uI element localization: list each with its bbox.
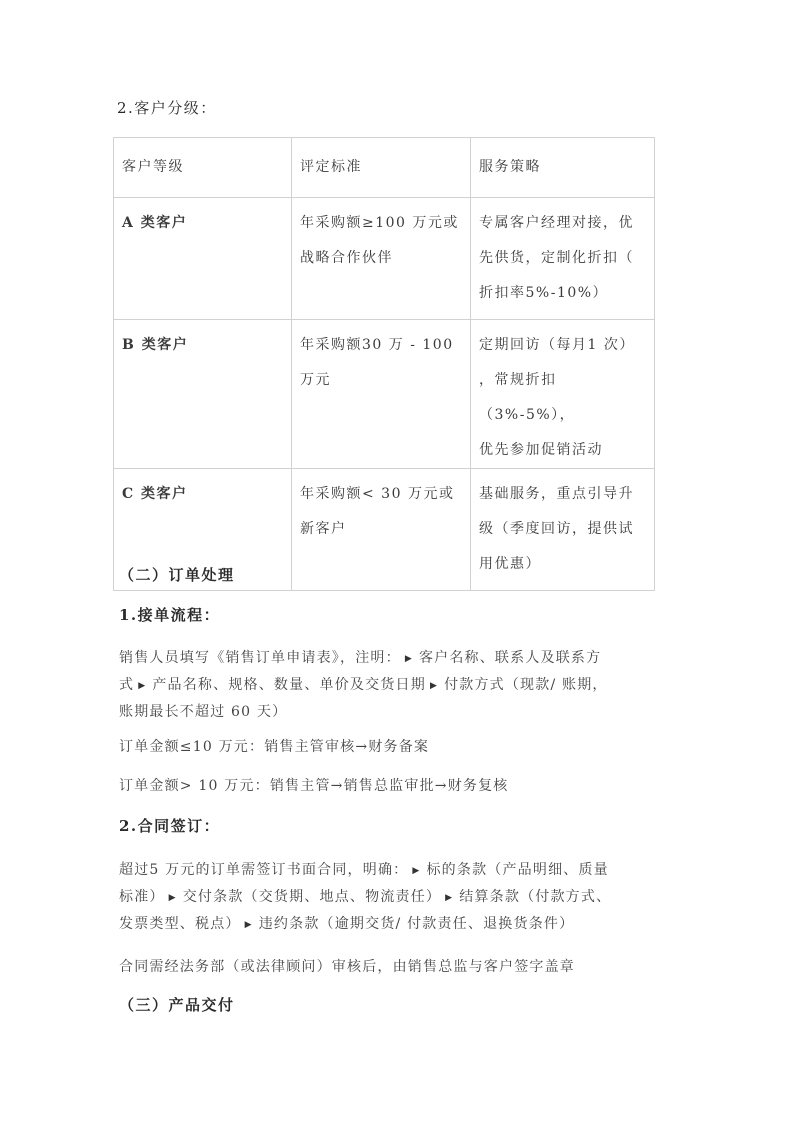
subsection-title-order-flow: 1.接单流程： bbox=[119, 606, 221, 624]
table-row bbox=[114, 198, 655, 320]
section-title-order-processing: （二）订单处理 bbox=[119, 566, 235, 584]
criteria-cell: 年采购额< 30 万元或 新客户 bbox=[292, 469, 471, 591]
header-cell: 客户等级 bbox=[114, 138, 292, 198]
order-rule-large: 订单金额> 10 万元：销售主管→销售总监审批→财务复核 bbox=[119, 778, 509, 794]
customer-grading-table bbox=[113, 137, 655, 591]
strategy-cell: 定期回访（每月1 次） ，常规折扣（3%-5%）， 优先参加促销活动 bbox=[471, 320, 655, 469]
criteria-cell: 年采购额30 万 - 100 万元 bbox=[292, 320, 471, 469]
strategy-cell: 基础服务，重点引导升 级（季度回访，提供试 用优惠） bbox=[471, 469, 655, 591]
header-cell: 评定标准 bbox=[292, 138, 471, 198]
triangle-right-icon: ▶ bbox=[168, 893, 177, 903]
table-row bbox=[114, 320, 655, 469]
contract-approval-text: 合同需经法务部（或法律顾问）审核后，由销售总监与客户签字盖章 bbox=[119, 959, 575, 975]
level-cell: C 类客户 bbox=[114, 469, 292, 591]
triangle-right-icon: ▶ bbox=[404, 654, 413, 664]
triangle-right-icon: ▶ bbox=[138, 681, 147, 691]
order-flow-paragraph: 销售人员填写《销售订单申请表》，注明： ▶ 客户名称、联系人及联系方 式 ▶ 产品名称、规格、数量、单价及交货日期 ▶ 付款方式（现款/ 账期， 账期最长不超过 60 天） bbox=[119, 650, 608, 720]
header-cell: 服务策略 bbox=[471, 138, 655, 198]
section-title-product-delivery: （三）产品交付 bbox=[119, 996, 235, 1014]
subsection-title-contract: 2.合同签订： bbox=[119, 817, 221, 835]
criteria-cell: 年采购额≥100 万元或 战略合作伙伴 bbox=[292, 198, 471, 320]
table-header-row bbox=[114, 138, 655, 198]
triangle-right-icon: ▶ bbox=[244, 920, 253, 930]
level-cell: A 类客户 bbox=[114, 198, 292, 320]
triangle-right-icon: ▶ bbox=[445, 893, 454, 903]
section-title-customer-grading: 2.客户分级： bbox=[117, 99, 217, 117]
level-cell: B 类客户 bbox=[114, 320, 292, 469]
contract-paragraph: 超过5 万元的订单需签订书面合同，明确： ▶ 标的条款（产品明细、质量 标准） ▶ 交付条款（交货期、地点、物流责任） ▶ 结算条款（付款方式、 发票类型、税点） ▶ 违约条款（逾期交货/ 付款责任、退换货条件） bbox=[119, 862, 612, 932]
triangle-right-icon: ▶ bbox=[429, 681, 439, 691]
strategy-cell: 专属客户经理对接，优 先供货，定制化折扣（ 折扣率5%-10%） bbox=[471, 198, 655, 320]
triangle-right-icon: ▶ bbox=[412, 866, 421, 876]
order-rule-small: 订单金额≤10 万元：销售主管审核→财务备案 bbox=[119, 739, 430, 755]
